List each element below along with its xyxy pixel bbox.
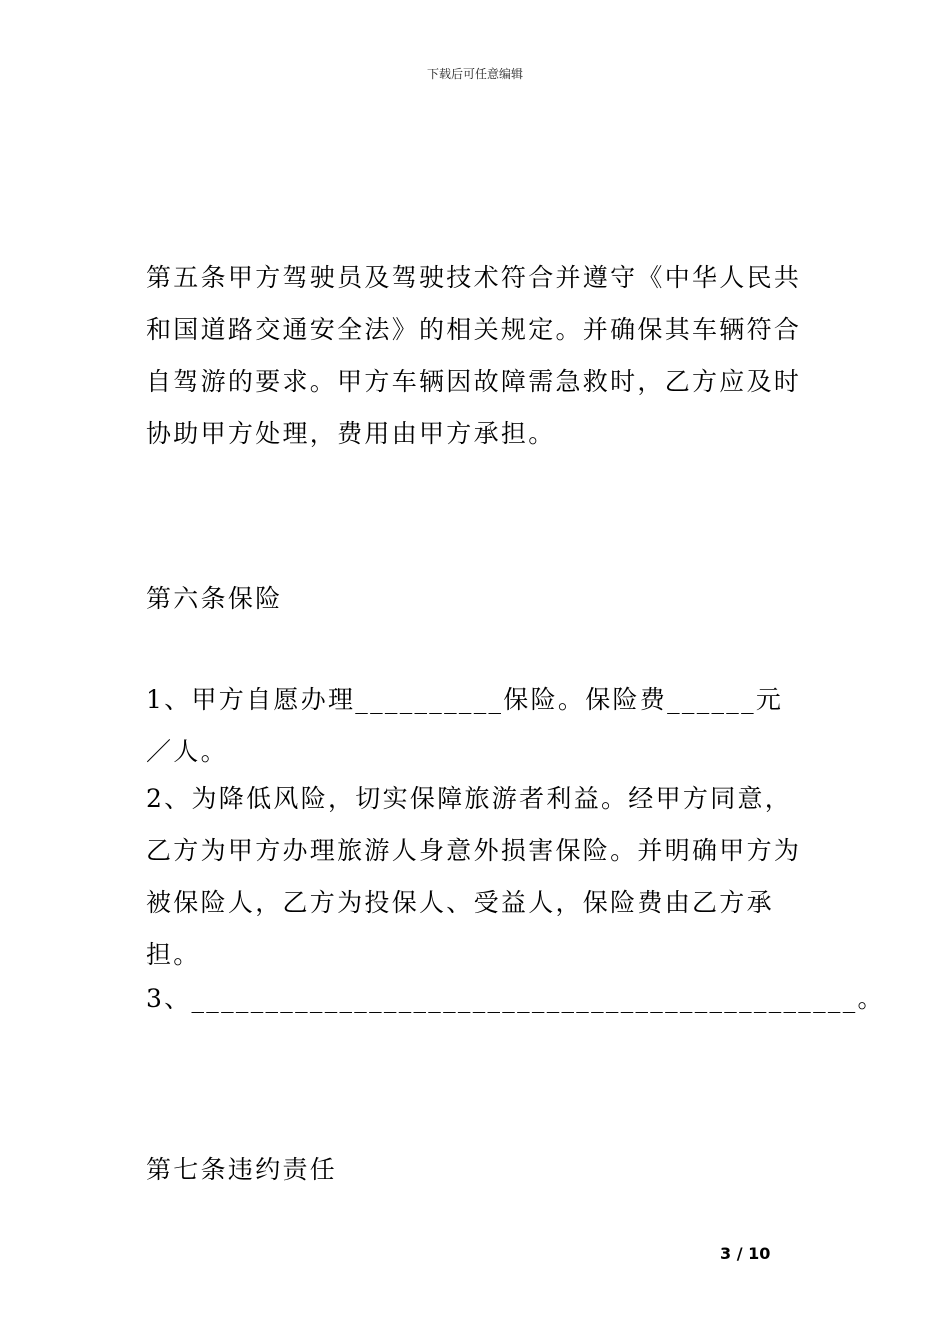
article-5-paragraph: 第五条甲方驾驶员及驾驶技术符合并遵守《中华人民共和国道路交通安全法》的相关规定。并确保其车辆符合自驾游的要求。甲方车辆因故障需急救时，乙方应及时协助甲方处理，费用由甲方承担。: [146, 263, 802, 448]
article-6-title: 第六条保险: [146, 584, 283, 613]
insurance-item-3: 3、_____________________________________________。: [146, 984, 885, 1013]
insurance-item-2: 2、为降低风险，切实保障旅游者利益。经甲方同意，乙方为甲方办理旅游人身意外损害保险。并明确甲方为被保险人，乙方为投保人、受益人，保险费由乙方承担。: [146, 784, 802, 969]
article-7-title: 第七条违约责任: [146, 1155, 338, 1184]
page-header: 下载后可任意编辑: [426, 67, 523, 81]
page-number: 3 / 10: [720, 1244, 771, 1263]
insurance-item-1: 1、甲方自愿办理__________保险。保险费______元／人。: [146, 685, 784, 766]
